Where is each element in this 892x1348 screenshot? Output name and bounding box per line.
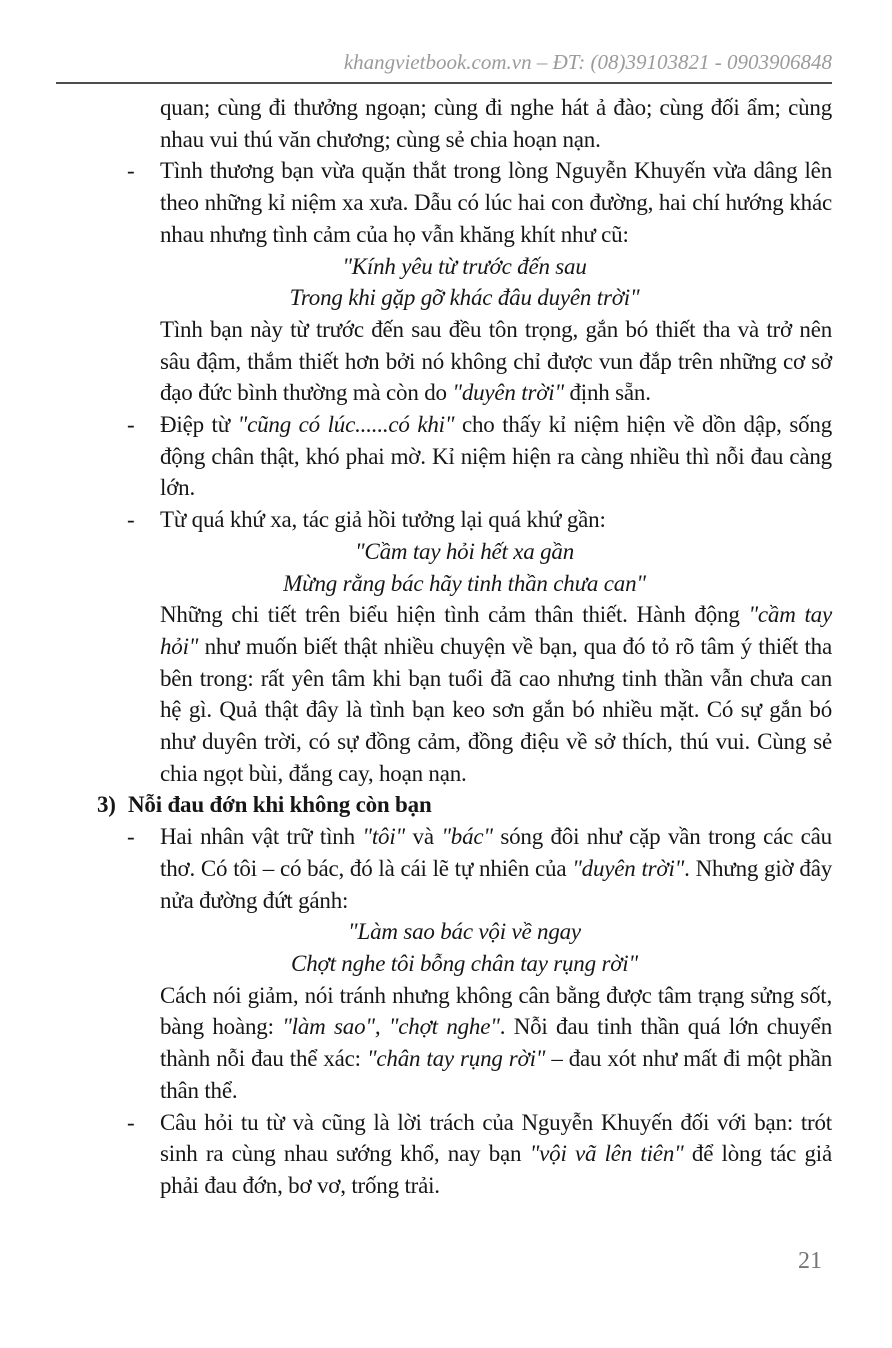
bullet-item	[127, 504, 832, 536]
paragraph	[160, 314, 832, 409]
text-run: Những chi tiết trên biểu hiện tình cảm thân thiết. Hành động	[160, 602, 749, 628]
quoted-phrase: "bác"	[441, 824, 493, 850]
heading-text: Nỗi đau đớn khi không còn bạn	[128, 792, 432, 818]
bullet-item	[127, 821, 833, 916]
text-run: Cách nói giảm, nói tránh nhưng không cân bằng được tâm trạng sửng sốt, bàng hoàng:	[160, 982, 832, 1040]
verse-line: Trong khi gặp gỡ khác đâu duyên trời"	[289, 285, 640, 311]
text-run: quan; cùng đi thưởng ngoạn; cùng đi nghe hát ả đào; cùng đối ẩm; cùng nhau vui thú văn chương; cùng sẻ chia hoạn nạn.	[160, 95, 832, 152]
text-run: Điệp từ	[160, 412, 238, 438]
verse-line: Mừng rằng bác hãy tinh thần chưa can"	[283, 570, 646, 596]
quoted-phrase: "cũng có lúc......có khi"	[237, 412, 455, 438]
text-run: và	[405, 824, 442, 850]
bullet-item	[127, 1107, 832, 1202]
bullet-marker: -	[127, 824, 135, 850]
quoted-phrase: "làm sao", "chợt nghe"	[282, 1014, 500, 1040]
verse-line: "Kính yêu từ trước đến sau	[342, 253, 587, 279]
bullet-item	[127, 409, 833, 504]
verse-couplet	[97, 536, 832, 599]
text-run: – đau xót như mất đi một phần thân thể.	[160, 1046, 832, 1103]
text-run: Câu hỏi tu từ và cũng là lời trách của Nguyễn Khuyến đối với bạn: trót sinh ra cùng nhau sướng khổ, nay bạn	[160, 1109, 832, 1167]
text-run: định sẵn.	[563, 380, 651, 406]
text-run: sóng đôi như cặp vần trong các câu thơ. Có tôi – có bác, đó là cái lẽ tự nhiên của	[160, 824, 832, 881]
verse-couplet	[97, 916, 832, 979]
text-run: như muốn biết thật nhiều chuyện về bạn, qua đó tỏ rõ tâm ý thiết tha bên trong: rất yên tâm khi bạn tuổi đã cao nhưng tinh thần vẫn chưa can hệ gì. Quả thật đây là tình bạn keo sơn gắn bó nhiều mặt. Có sự gắn bó như duyên trời, có sự đồng cảm, đồng điệu về sở thích, thú vui. Cùng sẻ chia ngọt bùi, đắng cay, hoạn nạn.	[160, 633, 832, 786]
text-run: Từ quá khứ xa, tác giả hồi tưởng lại quá khứ gần:	[160, 507, 606, 533]
text-run: Tình bạn này từ trước đến sau đều tôn trọng, gắn bó thiết tha và trở nên sâu đậm, thắm thiết hơn bởi nó không chỉ được vun đắp trên những cơ sở đạo đức bình thường mà còn do	[160, 316, 832, 406]
text-run: Hai nhân vật trữ tình	[160, 824, 363, 850]
bullet-marker: -	[127, 1109, 135, 1135]
quoted-phrase: "vội vã lên tiên"	[529, 1141, 684, 1167]
page-content	[97, 92, 832, 1202]
text-run: cho thấy kỉ niệm hiện về dồn dập, sống động chân thật, khó phai mờ. Kỉ niệm hiện ra càng nhiều thì nỗi đau càng lớn.	[160, 412, 833, 501]
bullet-marker: -	[127, 412, 135, 438]
bullet-marker: -	[127, 158, 135, 184]
verse-line: "Cầm tay hỏi hết xa gần	[354, 538, 575, 564]
quoted-phrase: "tôi"	[362, 824, 406, 850]
paragraph	[160, 599, 832, 789]
header-site-info: khangvietbook.com.vn – ĐT: (08)39103821 - 0903906848	[343, 50, 832, 74]
quoted-phrase: "duyên trời"	[572, 855, 685, 881]
verse-couplet	[97, 251, 832, 314]
paragraph	[160, 92, 832, 155]
quoted-phrase: "duyên trời"	[452, 380, 564, 406]
text-run: để lòng tác giả phải đau đớn, bơ vơ, trống trải.	[160, 1141, 832, 1198]
verse-line: "Làm sao bác vội về ngay	[348, 919, 581, 945]
verse-line: Chợt nghe tôi bỗng chân tay rụng rời"	[291, 950, 638, 976]
bullet-marker: -	[127, 507, 135, 533]
paragraph	[160, 980, 832, 1107]
text-run: Tình thương bạn vừa quặn thắt trong lòng Nguyễn Khuyến vừa dâng lên theo những kỉ niệm xa xưa. Dẫu có lúc hai con đường, hai chí hướng khác nhau nhưng tình cảm của họ vẫn khăng khít như cũ:	[160, 158, 832, 247]
section-heading	[97, 789, 832, 821]
text-run: . Nhưng giờ đây nửa đường đứt gánh:	[160, 855, 833, 913]
page-header	[56, 0, 832, 84]
page-number: 21	[798, 1248, 822, 1274]
heading-number: 3)	[97, 792, 116, 818]
text-run: . Nỗi đau tinh thần quá lớn chuyển thành nỗi đau thể xác:	[160, 1014, 832, 1072]
quoted-phrase: "chân tay rụng rời"	[366, 1046, 546, 1072]
bullet-item	[127, 155, 832, 250]
quoted-phrase: "cầm tay hỏi"	[160, 602, 832, 659]
